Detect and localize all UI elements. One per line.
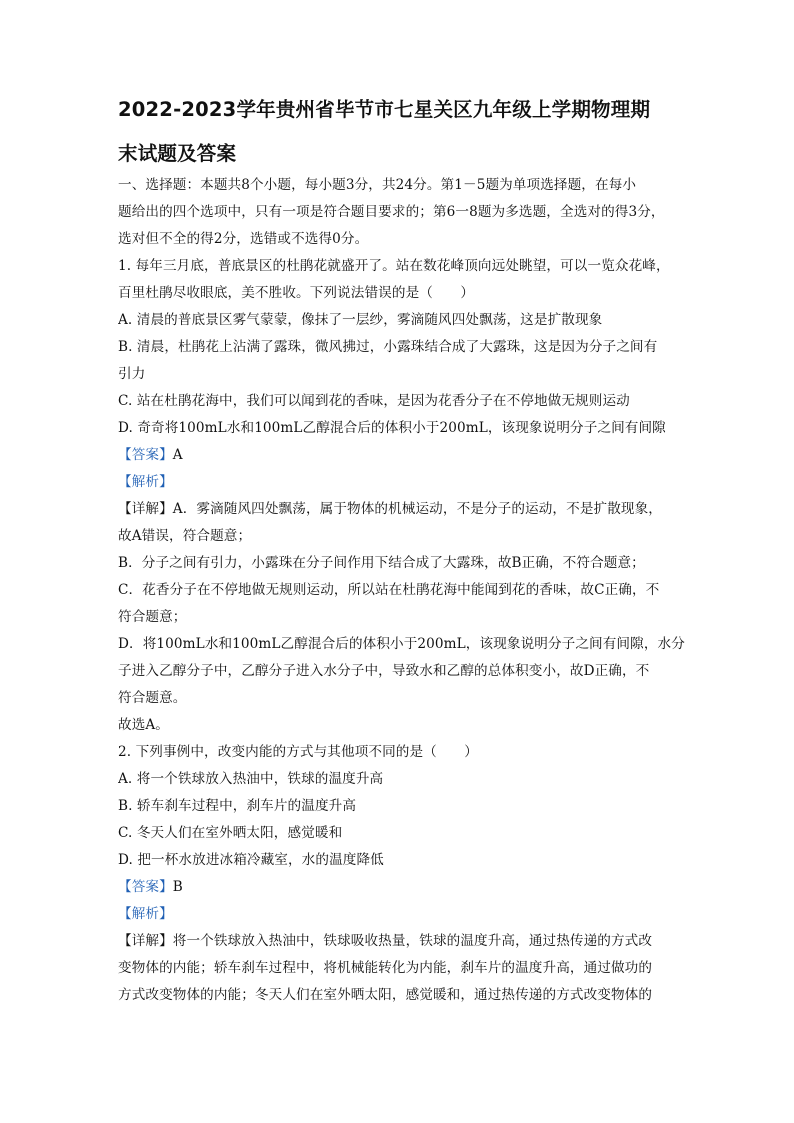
detail-tag: 【详解】 — [118, 501, 173, 517]
text-line: B. 清晨，杜鹃花上沾满了露珠，微风拂过，小露珠结合成了大露珠，这是因为分子之间有 — [118, 339, 658, 355]
text-line: B．分子之间有引力，小露珠在分子间作用下结合成了大露珠，故B正确，不符合题意； — [118, 555, 645, 571]
document-body — [118, 172, 688, 1009]
text-line: 1. 每年三月底，普底景区的杜鹃花就盛开了。站在数花峰顶向远处眺望，可以一览众花峰， — [118, 258, 670, 274]
text-line: 2. 下列事例中，改变内能的方式与其他项不同的是（ ） — [118, 744, 478, 760]
detail-line — [118, 928, 688, 955]
answer-line — [118, 442, 688, 469]
detail-text: A．雾滴随风四处飘荡，属于物体的机械运动，不是分子的运动，不是扩散现象， — [172, 501, 662, 517]
detail-text: 将一个铁球放入热油中，铁球吸收热量，铁球的温度升高，通过热传递的方式改 — [172, 933, 653, 949]
text-line: D. 奇奇将100mL水和100mL乙醇混合后的体积小于200mL，该现象说明分子之间有间隙 — [118, 420, 666, 436]
page-title-line-2: 末试题及答案 — [118, 142, 237, 165]
answer-value: B — [172, 879, 183, 895]
text-line: 引力 — [118, 366, 146, 382]
text-line: C．花香分子在不停地做无规则运动，所以站在杜鹃花海中能闻到花的香味，故C正确，不 — [118, 582, 660, 598]
text-line: 故A错误，符合题意； — [118, 528, 252, 544]
text-line: 一、选择题：本题共8个小题，每小题3分，共24分。第1－5题为单项选择题，在每小 — [118, 177, 637, 193]
text-line: 子进入乙醇分子中，乙醇分子进入水分子中，导致水和乙醇的总体积变小，故D正确，不 — [118, 663, 650, 679]
text-line: 题给出的四个选项中，只有一项是符合题目要求的；第6一8题为多选题，全选对的得3分， — [118, 204, 665, 220]
detail-line — [118, 496, 688, 523]
text-line: 变物体的内能；轿车刹车过程中，将机械能转化为内能，刹车片的温度升高，通过做功的 — [118, 960, 653, 976]
text-line: 符合题意； — [118, 609, 187, 625]
text-line: 符合题意。 — [118, 690, 187, 706]
page-title-line-1: 2022-2023学年贵州省毕节市七星关区九年级上学期物理期 — [118, 98, 651, 121]
text-line: C. 冬天人们在室外晒太阳，感觉暖和 — [118, 825, 343, 841]
answer-tag: 【答案】 — [118, 447, 173, 463]
analysis-line — [118, 901, 688, 928]
answer-tag: 【答案】 — [118, 879, 173, 895]
answer-value: A — [172, 447, 183, 463]
text-line: A. 将一个铁球放入热油中，铁球的温度升高 — [118, 771, 384, 787]
text-line: D．将100mL水和100mL乙醇混合后的体积小于200mL，该现象说明分子之间有间隙，水分 — [118, 636, 685, 652]
analysis-line — [118, 469, 688, 496]
text-line: 百里杜鹃尽收眼底，美不胜收。下列说法错误的是（ ） — [118, 285, 475, 301]
analysis-tag: 【解析】 — [118, 474, 173, 490]
analysis-tag: 【解析】 — [118, 906, 173, 922]
text-line: C. 站在杜鹃花海中，我们可以闻到花的香味，是因为花香分子在不停地做无规则运动 — [118, 393, 630, 409]
detail-tag: 【详解】 — [118, 933, 173, 949]
text-line: 方式改变物体的内能；冬天人们在室外晒太阳，感觉暖和，通过热传递的方式改变物体的 — [118, 987, 653, 1003]
text-line: 选对但不全的得2分，选错或不选得0分。 — [118, 231, 369, 247]
answer-line — [118, 874, 688, 901]
text-line: B. 轿车刹车过程中，刹车片的温度升高 — [118, 798, 357, 814]
text-line: D. 把一杯水放进冰箱冷藏室，水的温度降低 — [118, 852, 384, 868]
text-line: 故选A。 — [118, 717, 169, 733]
text-line: A. 清晨的普底景区雾气蒙蒙，像抹了一层纱，雾滴随风四处飘荡，这是扩散现象 — [118, 312, 603, 328]
